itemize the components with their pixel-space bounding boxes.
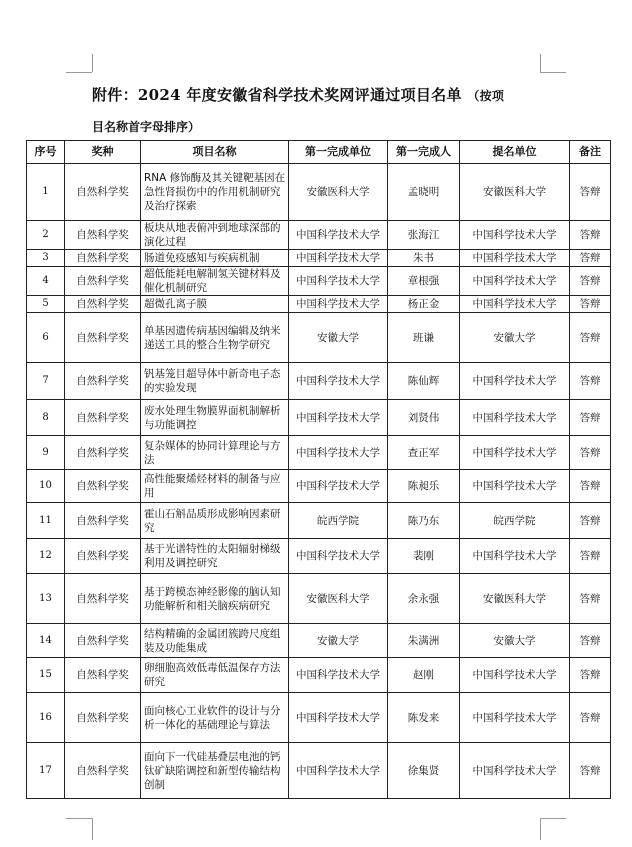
row-award-type: 自然科学奖 — [65, 164, 141, 221]
row-index: 14 — [27, 624, 65, 658]
row-remark: 答辩 — [570, 470, 611, 503]
row-project-name: 面向核心工业软件的设计与分析一体化的基础理论与算法 — [141, 693, 289, 743]
row-project-name: 卵细胞高效低毒低温保存方法研究 — [141, 658, 289, 693]
header-index: 序号 — [27, 141, 65, 164]
row-nominator: 中国科学技术大学 — [460, 221, 570, 250]
row-first-person: 陈乃东 — [388, 503, 460, 539]
crop-mark-top-left-v — [92, 54, 93, 72]
row-first-unit: 中国科学技术大学 — [289, 400, 388, 436]
row-nominator: 中国科学技术大学 — [460, 250, 570, 267]
row-nominator: 安徽医科大学 — [460, 574, 570, 624]
crop-mark-bottom-left-v — [92, 818, 93, 840]
row-award-type: 自然科学奖 — [65, 539, 141, 574]
row-nominator: 中国科学技术大学 — [460, 400, 570, 436]
table-header-row — [27, 141, 611, 164]
table-row — [27, 574, 611, 624]
row-first-person: 徐集贤 — [388, 743, 460, 799]
row-award-type: 自然科学奖 — [65, 574, 141, 624]
row-nominator: 中国科学技术大学 — [460, 743, 570, 799]
row-award-type: 自然科学奖 — [65, 221, 141, 250]
row-remark: 答辩 — [570, 267, 611, 296]
row-index: 13 — [27, 574, 65, 624]
row-first-unit: 安徽大学 — [289, 624, 388, 658]
row-first-unit: 中国科学技术大学 — [289, 436, 388, 470]
row-index: 8 — [27, 400, 65, 436]
row-project-name: 钒基笼目超导体中新奇电子态的实验发现 — [141, 363, 289, 400]
table-row — [27, 743, 611, 799]
row-index: 6 — [27, 313, 65, 363]
row-project-name: 超低能耗电解制氢关键材料及催化机制研究 — [141, 267, 289, 296]
row-first-person: 孟晓明 — [388, 164, 460, 221]
header-first-person: 第一完成人 — [388, 141, 460, 164]
row-first-unit: 中国科学技术大学 — [289, 250, 388, 267]
document-title-sort-note-start: （按项 — [467, 89, 505, 103]
table-row — [27, 436, 611, 470]
row-nominator: 中国科学技术大学 — [460, 363, 570, 400]
row-award-type: 自然科学奖 — [65, 470, 141, 503]
table-row — [27, 400, 611, 436]
row-first-unit: 安徽医科大学 — [289, 164, 388, 221]
header-project-name: 项目名称 — [141, 141, 289, 164]
row-nominator: 安徽大学 — [460, 313, 570, 363]
row-nominator: 中国科学技术大学 — [460, 539, 570, 574]
row-award-type: 自然科学奖 — [65, 363, 141, 400]
row-remark: 答辩 — [570, 400, 611, 436]
table-row — [27, 624, 611, 658]
crop-mark-bottom-right-h — [540, 818, 566, 819]
crop-mark-top-right-v — [540, 54, 541, 72]
row-award-type: 自然科学奖 — [65, 693, 141, 743]
row-project-name: 结构精确的金属团簇跨尺度组装及功能集成 — [141, 624, 289, 658]
crop-mark-bottom-left-h — [66, 818, 92, 819]
row-remark: 答辩 — [570, 539, 611, 574]
row-project-name: 板块从地表俯冲到地球深部的演化过程 — [141, 221, 289, 250]
row-nominator: 中国科学技术大学 — [460, 658, 570, 693]
row-first-unit: 中国科学技术大学 — [289, 743, 388, 799]
row-first-unit: 中国科学技术大学 — [289, 267, 388, 296]
row-first-person: 朱书 — [388, 250, 460, 267]
table-row — [27, 221, 611, 250]
row-award-type: 自然科学奖 — [65, 296, 141, 313]
row-nominator: 安徽大学 — [460, 624, 570, 658]
row-nominator: 安徽医科大学 — [460, 164, 570, 221]
row-index: 16 — [27, 693, 65, 743]
header-remark: 备注 — [570, 141, 611, 164]
row-first-person: 赵刚 — [388, 658, 460, 693]
row-project-name: 基于光谱特性的太阳辐射梯级利用及调控研究 — [141, 539, 289, 574]
row-first-person: 杨正金 — [388, 296, 460, 313]
table-row — [27, 164, 611, 221]
header-award-type: 奖种 — [65, 141, 141, 164]
row-index: 10 — [27, 470, 65, 503]
row-first-person: 班谦 — [388, 313, 460, 363]
table-row — [27, 503, 611, 539]
row-index: 15 — [27, 658, 65, 693]
row-remark: 答辩 — [570, 164, 611, 221]
header-first-unit: 第一完成单位 — [289, 141, 388, 164]
row-index: 3 — [27, 250, 65, 267]
row-first-person: 刘贤伟 — [388, 400, 460, 436]
table-row — [27, 313, 611, 363]
crop-mark-top-left-h — [66, 72, 92, 73]
row-first-person: 陈昶乐 — [388, 470, 460, 503]
row-project-name: 超微孔离子膜 — [141, 296, 289, 313]
row-index: 7 — [27, 363, 65, 400]
row-remark: 答辩 — [570, 574, 611, 624]
row-nominator: 中国科学技术大学 — [460, 470, 570, 503]
project-list-table — [26, 140, 611, 799]
row-award-type: 自然科学奖 — [65, 267, 141, 296]
row-first-person: 裴刚 — [388, 539, 460, 574]
row-index: 1 — [27, 164, 65, 221]
row-first-unit: 中国科学技术大学 — [289, 363, 388, 400]
document-title — [92, 84, 612, 105]
row-remark: 答辩 — [570, 296, 611, 313]
row-remark: 答辩 — [570, 693, 611, 743]
crop-mark-bottom-right-v — [540, 818, 541, 840]
header-nominator: 提名单位 — [460, 141, 570, 164]
row-index: 4 — [27, 267, 65, 296]
row-award-type: 自然科学奖 — [65, 250, 141, 267]
row-remark: 答辩 — [570, 313, 611, 363]
row-project-name: 高性能聚烯烃材料的制备与应用 — [141, 470, 289, 503]
row-project-name: RNA 修饰酶及其关键靶基因在急性肾损伤中的作用机制研究及治疗探索 — [141, 164, 289, 221]
row-remark: 答辩 — [570, 503, 611, 539]
row-first-person: 陈仙辉 — [388, 363, 460, 400]
document-title-sort-note-end: 目名称首字母排序） — [92, 120, 201, 134]
row-nominator: 中国科学技术大学 — [460, 267, 570, 296]
row-nominator: 中国科学技术大学 — [460, 693, 570, 743]
table-row — [27, 539, 611, 574]
row-project-name: 单基因遗传病基因编辑及纳米递送工具的整合生物学研究 — [141, 313, 289, 363]
row-first-person: 章根强 — [388, 267, 460, 296]
row-remark: 答辩 — [570, 250, 611, 267]
row-project-name: 面向下一代硅基叠层电池的钙钛矿缺陷调控和新型传输结构创制 — [141, 743, 289, 799]
document-title-main: 附件：2024 年度安徽省科学技术奖网评通过项目名单 — [92, 86, 462, 104]
row-first-unit: 安徽医科大学 — [289, 574, 388, 624]
row-award-type: 自然科学奖 — [65, 658, 141, 693]
table-row — [27, 470, 611, 503]
row-award-type: 自然科学奖 — [65, 624, 141, 658]
row-award-type: 自然科学奖 — [65, 436, 141, 470]
row-nominator: 皖西学院 — [460, 503, 570, 539]
row-first-unit: 安徽大学 — [289, 313, 388, 363]
row-index: 9 — [27, 436, 65, 470]
row-remark: 答辩 — [570, 743, 611, 799]
row-project-name: 霍山石斛品质形成影响因素研究 — [141, 503, 289, 539]
row-first-person: 张海江 — [388, 221, 460, 250]
row-first-unit: 中国科学技术大学 — [289, 539, 388, 574]
row-first-person: 查正军 — [388, 436, 460, 470]
row-first-unit: 皖西学院 — [289, 503, 388, 539]
table-row — [27, 363, 611, 400]
row-index: 17 — [27, 743, 65, 799]
row-remark: 答辩 — [570, 436, 611, 470]
row-award-type: 自然科学奖 — [65, 313, 141, 363]
row-first-person: 余永强 — [388, 574, 460, 624]
row-award-type: 自然科学奖 — [65, 503, 141, 539]
row-first-person: 陈发来 — [388, 693, 460, 743]
crop-mark-top-right-h — [540, 72, 566, 73]
row-index: 11 — [27, 503, 65, 539]
row-index: 5 — [27, 296, 65, 313]
row-project-name: 复杂媒体的协同计算理论与方法 — [141, 436, 289, 470]
row-index: 12 — [27, 539, 65, 574]
table-row — [27, 250, 611, 267]
table-row — [27, 658, 611, 693]
row-project-name: 肠道免疫感知与疾病机制 — [141, 250, 289, 267]
row-nominator: 中国科学技术大学 — [460, 296, 570, 313]
row-award-type: 自然科学奖 — [65, 400, 141, 436]
row-remark: 答辩 — [570, 658, 611, 693]
row-project-name: 废水处理生物膜界面机制解析与功能调控 — [141, 400, 289, 436]
row-first-unit: 中国科学技术大学 — [289, 470, 388, 503]
table-row — [27, 296, 611, 313]
row-remark: 答辩 — [570, 624, 611, 658]
row-first-person: 朱满洲 — [388, 624, 460, 658]
row-remark: 答辩 — [570, 221, 611, 250]
row-index: 2 — [27, 221, 65, 250]
row-award-type: 自然科学奖 — [65, 743, 141, 799]
table-row — [27, 267, 611, 296]
row-remark: 答辩 — [570, 363, 611, 400]
row-nominator: 中国科学技术大学 — [460, 436, 570, 470]
row-first-unit: 中国科学技术大学 — [289, 693, 388, 743]
table-row — [27, 693, 611, 743]
row-first-unit: 中国科学技术大学 — [289, 296, 388, 313]
row-first-unit: 中国科学技术大学 — [289, 221, 388, 250]
row-project-name: 基于跨模态神经影像的脑认知功能解析和相关脑疾病研究 — [141, 574, 289, 624]
row-first-unit: 中国科学技术大学 — [289, 658, 388, 693]
